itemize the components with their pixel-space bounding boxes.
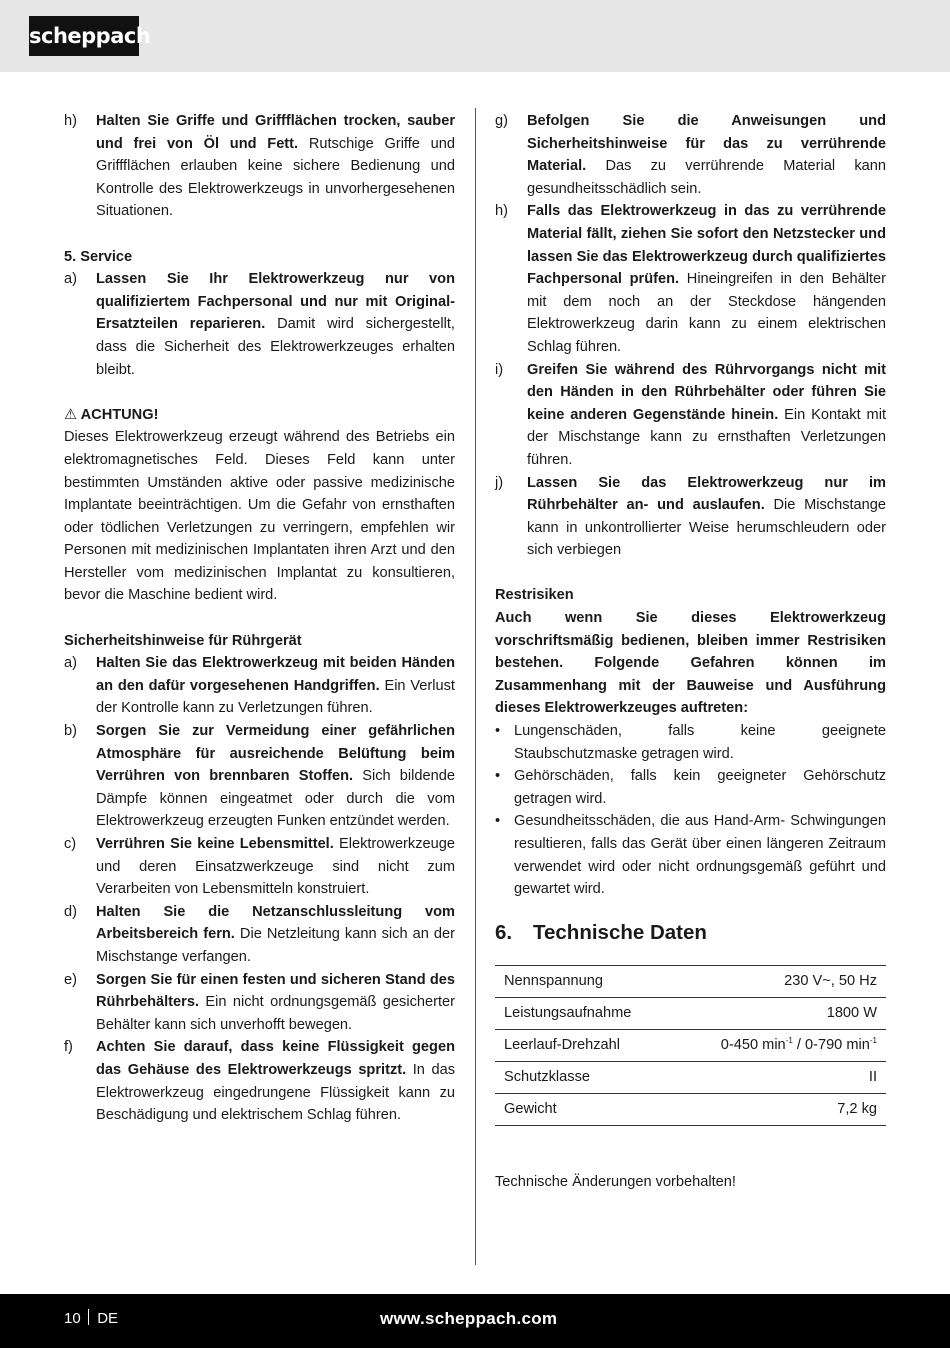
table-cell-name: Leistungsaufnahme: [504, 1004, 632, 1021]
table-cell-name: Leerlauf-Drehzahl: [504, 1036, 621, 1053]
list-item: g) Befolgen Sie die Anweisungen und Sicherheitshinweise für das zu verrührende Material. Das zu verrührende Material kann gesundheitsschädlich sein.: [495, 113, 886, 197]
table-cell-value: 230 V~, 50 Hz: [784, 972, 877, 989]
list-item: • Lungenschäden, falls keine geeignete Staubschutzmaske getragen wird.: [495, 720, 886, 765]
footer-bar: [0, 1294, 950, 1348]
right-column: [495, 110, 886, 1193]
page-number: 10: [64, 1310, 81, 1327]
left-column: [64, 110, 455, 1127]
list-item: c) Verrühren Sie keine Lebensmittel. Elektrowerkzeuge und deren Einsatzwerkzeuge sind nicht zum Verarbeiten von Lebensmitteln konstruiert.: [64, 836, 455, 898]
warning-triangle-icon: ⚠: [64, 406, 78, 423]
list-item: h) Halten Sie Griffe und Griffflächen trocken, sauber und frei von Öl und Fett. Rutschige Griffe und Griffflächen erlauben keine sichere Bedienung und Kontrolle des Elektrowerkzeugs in unvorhergesehenen Situationen.: [64, 113, 455, 220]
page-info: [64, 1308, 118, 1330]
table-cell-name: Nennspannung: [504, 972, 603, 989]
tech-data-table: [495, 965, 886, 1126]
header-bar: [0, 0, 950, 72]
table-cell-value: 1800 W: [826, 1004, 877, 1021]
list-item: • Gehörschäden, falls kein geeigneter Gehörschutz getragen wird.: [495, 765, 886, 810]
list-item: f) Achten Sie darauf, dass keine Flüssigkeit gegen das Gehäuse des Elektrowerkzeugs spritzt. In das Elektrowerkzeug eingedrungene Flüssigkeit kann zu Beschädigung und elektrischem Schlag führen.: [64, 1039, 455, 1124]
table-cell-name: Gewicht: [504, 1100, 557, 1117]
table-row: [495, 1029, 886, 1061]
residual-risks-intro: Auch wenn Sie dieses Elektrowerkzeug vorschriftsmäßig bedienen, bleiben immer Restrisiken bestehen. Folgende Gefahren können im Zusammenhang mit der Bauweise und Ausführung dieses Elektrowerkzeuges auftreten:: [495, 610, 886, 717]
changes-note: Technische Änderungen vorbehalten!: [495, 1173, 736, 1190]
warning-title: ACHTUNG!: [80, 406, 159, 423]
safety-list: [64, 652, 455, 1126]
safety-list-continued: [495, 110, 886, 562]
list-item: j) Lassen Sie das Elektrowerkzeug nur im Rührbehälter an- und auslaufen. Die Mischstange kann in unkontrollierter Weise herumschleudern oder sich verbiegen: [495, 474, 887, 559]
warning-text: Dieses Elektrowerkzeug erzeugt während des Betriebs ein elektromagnetisches Feld. Dieses Feld kann unter bestimmten Umständen aktive oder passive medizinische Implantate beeinträchtigen. Um die Gefahr von ernsthaften oder tödlichen Verletzungen zu verringern, empfehlen wir Personen mit medizinischen Implantaten ihren Arzt und den Hersteller vom medizinischen Implantat zu konsultieren, bevor die Maschine bedient wird.: [64, 429, 455, 604]
risk-list: [495, 720, 886, 901]
list-item: a) Lassen Sie Ihr Elektrowerkzeug nur von qualifiziertem Fachpersonal und nur mit Original-Ersatzteilen reparieren. Damit wird sichergestellt, dass die Sicherheit des Elektrowerkzeuges erhalten bleibt.: [64, 271, 455, 378]
bullet-icon: •: [495, 723, 501, 740]
safety-heading: Sicherheitshinweise für Rührgerät: [64, 632, 302, 649]
list-item: b) Sorgen Sie zur Vermeidung einer gefährlichen Atmosphäre für ausreichende Belüftung beim Verrühren von brennbaren Stoffen. Sich bildende Dämpfe können eingeatmet oder durch die vom Elektrowerkzeug erzeugten Funken entzündet werden.: [64, 723, 455, 830]
list-item: a) Halten Sie das Elektrowerkzeug mit beiden Händen an den dafür vorgesehenen Handgriffen. Ein Verlust der Kontrolle kann zu Verletzungen führen.: [64, 655, 455, 717]
table-cell-name: Schutzklasse: [504, 1068, 590, 1085]
tech-data-heading: 6. Technische Daten: [495, 920, 707, 944]
bullet-icon: •: [495, 768, 501, 785]
scheppach-logo: scheppach: [29, 16, 139, 56]
list-item: h) Falls das Elektrowerkzeug in das zu verrührende Material fällt, ziehen Sie sofort den Netzstecker und lassen Sie das Elektrowerkzeug durch qualifiziertes Fachpersonal prüfen. Hineingreifen in den Behälter mit dem noch an der Steckdose hängenden Elektrowerkzeug darin kann zu einem elektrischen Schlag führen.: [495, 203, 886, 355]
table-cell-value: II: [868, 1068, 877, 1085]
website-link[interactable]: www.scheppach.com: [380, 1309, 558, 1328]
list-item: i) Greifen Sie während des Rührvorgangs nicht mit den Händen in den Rührbehälter oder führen Sie keine anderen Gegenstände hinein. Ein Kontakt mit der Mischstange kann zu ernsthaften Verletzungen führen.: [495, 361, 886, 468]
bullet-icon: •: [495, 813, 501, 830]
residual-risks-heading: Restrisiken: [495, 587, 574, 604]
table-row: [495, 1061, 886, 1093]
list-item: • Gesundheitsschäden, die aus Hand-Arm- Schwingungen resultieren, falls das Gerät über einen längeren Zeitraum verwendet wird oder nicht ordnungsgemäß geführt und gewartet wird.: [495, 810, 886, 900]
list-item: d) Halten Sie die Netzanschlussleitung vom Arbeitsbereich fern. Die Netzleitung kann sich an der Mischstange verfangen.: [64, 903, 455, 965]
table-row: [495, 997, 886, 1029]
column-divider: [475, 108, 476, 1265]
list-item: e) Sorgen Sie für einen festen und sicheren Stand des Rührbehälters. Ein nicht ordnungsgemäß gesicherter Behälter kann sich unverhofft bewegen.: [64, 971, 455, 1033]
service-heading: 5. Service: [64, 248, 133, 265]
table-row: [495, 965, 886, 997]
table-cell-value: 7,2 kg: [837, 1100, 877, 1117]
table-row: [495, 1093, 886, 1125]
language-code: DE: [97, 1310, 119, 1327]
table-cell-value: 0-450 $\min^{-1} / 0-790$ $\min^{-1}$: [720, 1036, 877, 1053]
warning-heading: [64, 404, 455, 427]
separator: [88, 1309, 90, 1325]
